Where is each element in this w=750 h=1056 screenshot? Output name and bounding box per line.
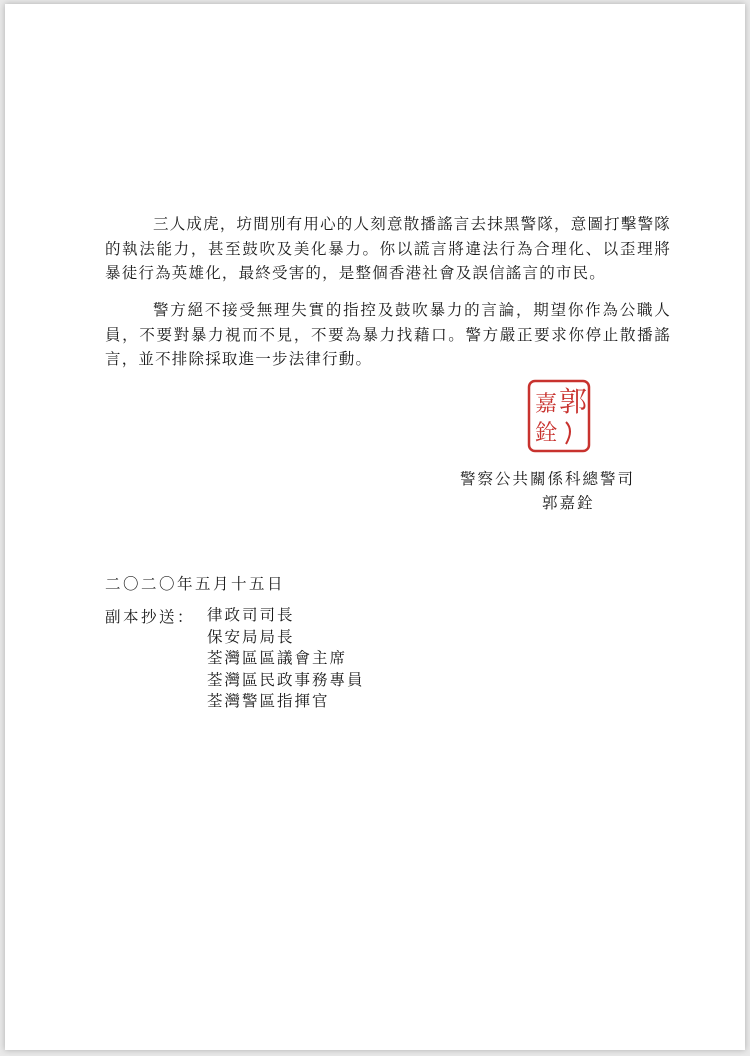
cc-recipient-list <box>207 605 365 713</box>
body-paragraph-1: 三人成虎，坊間別有用心的人刻意散播謠言去抹黑警隊，意圖打擊警隊的執法能力，甚至鼓吹及美化暴力。你以謊言將違法行為合理化、以歪理將暴徒行為英雄化，最終受害的，是整個香港社會及誤信謠言的市民。 <box>105 215 671 282</box>
body-paragraph-2: 警方絕不接受無理失實的指控及鼓吹暴力的言論，期望你作為公職人員，不要對暴力視而不見，不要為暴力找藉口。警方嚴正要求你停止散播謠言，並不排除採取進一步法律行動。 <box>105 301 671 368</box>
seal-stroke <box>566 422 570 444</box>
seal-char-3: 銓 <box>534 421 558 446</box>
signatory-name: 郭嘉銓 <box>542 494 595 512</box>
seal-stamp <box>526 378 592 454</box>
cc-recipient: 荃灣警區指揮官 <box>207 692 330 710</box>
seal-char-2: 嘉 <box>534 392 558 417</box>
letter-page <box>5 4 745 1050</box>
cc-recipient: 律政司司長 <box>207 606 295 624</box>
seal-char-1: 郭 <box>558 385 588 418</box>
cc-recipient: 荃灣區區議會主席 <box>207 649 348 667</box>
cc-label: 副本抄送： <box>105 608 196 626</box>
cc-recipient: 保安局局長 <box>207 627 295 646</box>
signatory-title: 警察公共關係科總警司 <box>460 470 636 488</box>
letter-date: 二〇二〇年五月十五日 <box>105 575 286 593</box>
cc-recipient: 荃灣區民政事務專員 <box>207 670 365 689</box>
